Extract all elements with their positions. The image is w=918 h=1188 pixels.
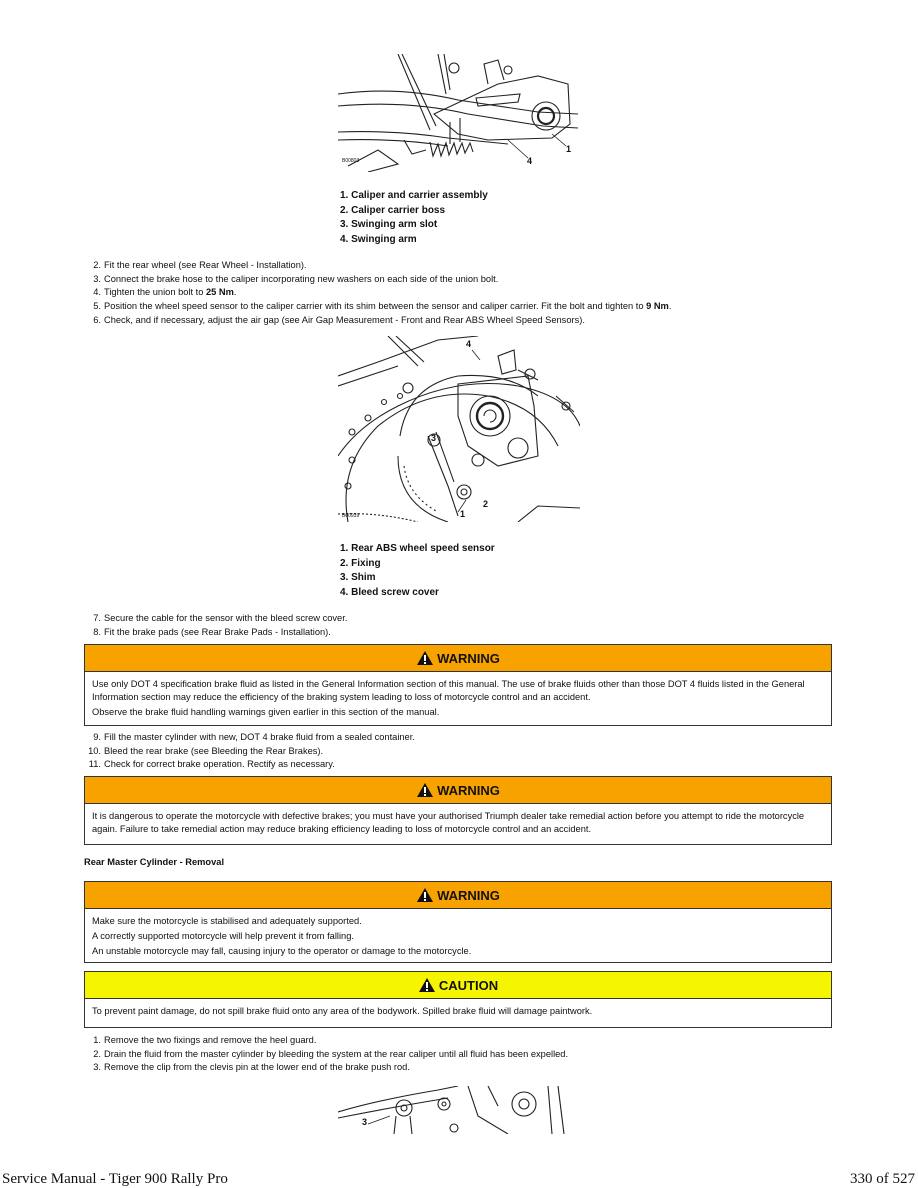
warning-triangle-icon	[416, 887, 434, 903]
warning-body	[85, 804, 831, 843]
step-item: 6. Check, and if necessary, adjust the air gap (see Air Gap Measurement - Front and Rear ABS Wheel Speed Sensors).	[93, 314, 585, 325]
warning-box	[84, 881, 832, 963]
section-heading: Rear Master Cylinder - Removal	[84, 857, 225, 867]
legend-item: 2. Fixing	[340, 557, 381, 569]
figure2-legend	[340, 542, 495, 600]
step-item: 5. Position the wheel speed sensor to the caliper carrier with its shim between the sensor and caliper carrier. Fit the bolt and tighten to 9 Nm.	[93, 301, 672, 312]
step-item: 8. Fit the brake pads (see Rear Brake Pads - Installation).	[93, 626, 331, 637]
step-item: 4. Tighten the union bolt to 25 Nm.	[93, 287, 237, 298]
warning-title: WARNING	[437, 650, 500, 666]
step-item: 10. Bleed the rear brake (see Bleeding the Rear Brakes).	[88, 745, 324, 756]
caution-header	[85, 972, 831, 999]
warning-text: A correctly supported motorcycle will help prevent it from falling.	[92, 931, 354, 941]
caution-text: To prevent paint damage, do not spill brake fluid onto any area of the bodywork. Spilled brake fluid will damage paintwork.	[92, 1006, 593, 1016]
legend-item: 2. Caliper carrier boss	[340, 204, 446, 216]
legend-item: 4. Swinging arm	[340, 233, 417, 245]
figure1-legend	[340, 189, 488, 247]
step-item: 11. Check for correct brake operation. Rectify as necessary.	[88, 759, 335, 770]
legend-item: 1. Caliper and carrier assembly	[340, 190, 488, 201]
step-item: 2. Drain the fluid from the master cylinder by bleeding the system at the rear caliper until all fluid has been expelled.	[93, 1048, 569, 1059]
warning-title: WARNING	[437, 887, 500, 903]
warning-triangle-icon	[418, 977, 436, 993]
steps-list-2	[88, 612, 347, 639]
warning-text: Make sure the motorcycle is stabilised and adequately supported.	[92, 916, 362, 926]
legend-item: 3. Swinging arm slot	[340, 219, 438, 231]
warning-body	[85, 672, 831, 726]
step-item: 9. Fill the master cylinder with new, DOT 4 brake fluid from a sealed container.	[93, 732, 415, 742]
caution-body	[85, 999, 831, 1025]
torque-value: 9 Nm	[646, 301, 669, 312]
figure-master-cylinder	[338, 1086, 570, 1134]
warning-triangle-icon	[416, 782, 434, 798]
warning-title: WARNING	[437, 782, 500, 798]
warning-header	[85, 645, 831, 672]
warning-text: Observe the brake fluid handling warnings given earlier in this section of the manual.	[92, 706, 440, 717]
figure-callout: 1	[566, 144, 572, 154]
caution-box	[84, 971, 832, 1028]
warning-text: An unstable motorcycle may fall, causing injury to the operator or damage to the motorcycle.	[92, 946, 472, 956]
steps-list-3	[88, 731, 415, 772]
footer-page-number: 330 of 527	[850, 1171, 915, 1187]
step-item: 3. Remove the clip from the clevis pin at the lower end of the brake push rod.	[93, 1062, 410, 1073]
steps-list-1	[88, 259, 671, 328]
legend-item: 1. Rear ABS wheel speed sensor	[340, 543, 495, 554]
warning-header	[85, 777, 831, 804]
warning-triangle-icon	[416, 650, 434, 666]
figure-callout: 4	[466, 339, 472, 349]
footer-manual-title: Service Manual - Tiger 900 Rally Pro	[2, 1171, 228, 1187]
legend-item: 3. Shim	[340, 572, 376, 584]
legend-item: 4. Bleed screw cover	[340, 586, 439, 598]
warning-box	[84, 776, 832, 845]
step-item: 7. Secure the cable for the sensor with the bleed screw cover.	[93, 613, 348, 623]
figure-callout: 1	[460, 509, 466, 519]
step-item: 3. Connect the brake hose to the caliper incorporating new washers on each side of the union bolt.	[93, 273, 499, 284]
figure-callout: 3	[431, 433, 437, 443]
figure-callout: 4	[527, 156, 533, 166]
step-item: 2. Fit the rear wheel (see Rear Wheel - Installation).	[93, 260, 307, 270]
warning-box	[84, 644, 832, 726]
figure-code: B00939	[342, 513, 360, 519]
figure-callout: 3	[362, 1117, 368, 1127]
torque-value: 25 Nm	[206, 287, 234, 298]
warning-text: Use only DOT 4 specification brake fluid as listed in the General Information section of this manual. The use of brake fluids other than those DOT 4 fluids listed in the General Information section may reduce the efficiency of the braking system leading to loss of motorcycle control and an accident.	[92, 679, 805, 702]
step-item: 1. Remove the two fixings and remove the heel guard.	[93, 1035, 317, 1045]
figure-abs-sensor	[338, 336, 580, 522]
figure-caliper-carrier	[338, 54, 578, 172]
warning-text: It is dangerous to operate the motorcycle with defective brakes; you must have your authorised Triumph dealer take remedial action before you attempt to ride the motorcycle again. Failure to take remedial action may reduce braking efficiency leading to loss of motorcycle control and an accident.	[92, 811, 805, 834]
figure-callout: 2	[483, 499, 489, 509]
warning-body	[85, 909, 831, 965]
steps-list-4	[88, 1034, 568, 1075]
figure-code: B00803	[342, 158, 360, 164]
caution-title: CAUTION	[438, 977, 499, 993]
warning-header	[85, 882, 831, 909]
